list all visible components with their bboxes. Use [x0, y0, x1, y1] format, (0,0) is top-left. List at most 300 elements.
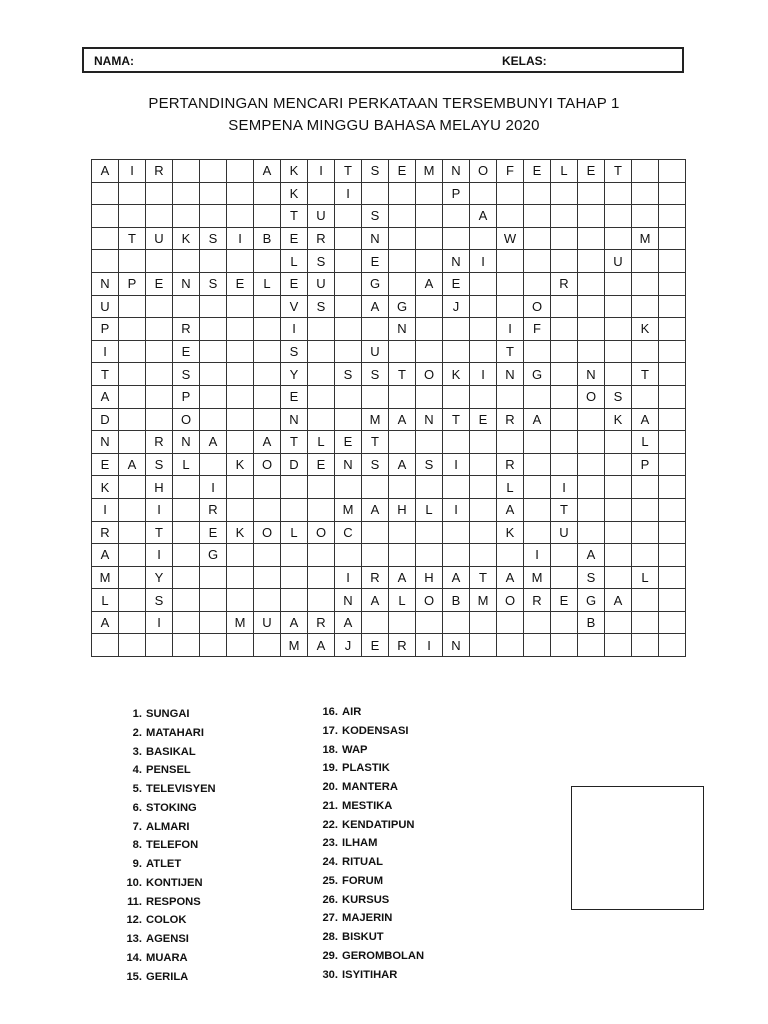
grid-cell[interactable] — [659, 273, 686, 296]
grid-cell[interactable]: K — [281, 160, 308, 183]
grid-cell[interactable] — [578, 431, 605, 454]
grid-cell[interactable]: U — [254, 612, 281, 635]
grid-cell[interactable]: I — [443, 454, 470, 477]
grid-cell[interactable] — [173, 205, 200, 228]
grid-cell[interactable]: L — [416, 499, 443, 522]
grid-cell[interactable]: T — [632, 363, 659, 386]
grid-cell[interactable] — [470, 341, 497, 364]
grid-cell[interactable] — [524, 228, 551, 251]
grid-cell[interactable]: P — [632, 454, 659, 477]
grid-cell[interactable] — [173, 296, 200, 319]
grid-cell[interactable] — [254, 363, 281, 386]
grid-cell[interactable]: B — [254, 228, 281, 251]
grid-cell[interactable] — [605, 318, 632, 341]
grid-cell[interactable]: A — [389, 409, 416, 432]
grid-cell[interactable]: A — [443, 567, 470, 590]
grid-cell[interactable]: I — [146, 612, 173, 635]
grid-cell[interactable]: A — [389, 567, 416, 590]
grid-cell[interactable]: S — [308, 250, 335, 273]
grid-cell[interactable] — [578, 296, 605, 319]
grid-cell[interactable] — [659, 341, 686, 364]
grid-cell[interactable] — [389, 544, 416, 567]
grid-cell[interactable]: E — [578, 160, 605, 183]
grid-cell[interactable] — [227, 341, 254, 364]
grid-cell[interactable]: E — [551, 589, 578, 612]
grid-cell[interactable] — [443, 205, 470, 228]
grid-cell[interactable]: R — [308, 612, 335, 635]
grid-cell[interactable]: T — [551, 499, 578, 522]
grid-cell[interactable] — [335, 228, 362, 251]
grid-cell[interactable] — [416, 250, 443, 273]
grid-cell[interactable]: Y — [146, 567, 173, 590]
grid-cell[interactable]: E — [227, 273, 254, 296]
grid-cell[interactable]: A — [578, 544, 605, 567]
grid-cell[interactable] — [578, 634, 605, 657]
grid-cell[interactable] — [659, 160, 686, 183]
grid-cell[interactable] — [389, 341, 416, 364]
grid-cell[interactable]: T — [119, 228, 146, 251]
grid-cell[interactable]: I — [92, 499, 119, 522]
grid-cell[interactable] — [308, 544, 335, 567]
grid-cell[interactable] — [470, 454, 497, 477]
grid-cell[interactable]: E — [281, 228, 308, 251]
grid-cell[interactable] — [308, 363, 335, 386]
grid-cell[interactable] — [173, 612, 200, 635]
grid-cell[interactable]: M — [416, 160, 443, 183]
grid-cell[interactable]: S — [362, 160, 389, 183]
grid-cell[interactable] — [632, 250, 659, 273]
grid-cell[interactable]: A — [335, 612, 362, 635]
grid-cell[interactable] — [416, 431, 443, 454]
grid-cell[interactable] — [497, 431, 524, 454]
grid-cell[interactable] — [443, 228, 470, 251]
grid-cell[interactable]: S — [578, 567, 605, 590]
grid-cell[interactable]: H — [389, 499, 416, 522]
grid-cell[interactable] — [443, 318, 470, 341]
grid-cell[interactable]: S — [173, 363, 200, 386]
grid-cell[interactable]: M — [227, 612, 254, 635]
grid-cell[interactable]: A — [119, 454, 146, 477]
grid-cell[interactable] — [146, 386, 173, 409]
grid-cell[interactable] — [227, 363, 254, 386]
grid-cell[interactable] — [200, 205, 227, 228]
grid-cell[interactable] — [308, 499, 335, 522]
grid-cell[interactable]: N — [173, 273, 200, 296]
grid-cell[interactable] — [659, 205, 686, 228]
grid-cell[interactable] — [470, 273, 497, 296]
grid-cell[interactable]: N — [335, 589, 362, 612]
grid-cell[interactable] — [308, 183, 335, 206]
grid-cell[interactable] — [254, 499, 281, 522]
grid-cell[interactable] — [551, 612, 578, 635]
grid-cell[interactable]: A — [92, 160, 119, 183]
grid-cell[interactable] — [632, 522, 659, 545]
grid-cell[interactable] — [146, 634, 173, 657]
grid-cell[interactable] — [443, 386, 470, 409]
grid-cell[interactable]: Y — [281, 363, 308, 386]
grid-cell[interactable] — [416, 612, 443, 635]
grid-cell[interactable]: A — [308, 634, 335, 657]
grid-cell[interactable]: L — [632, 431, 659, 454]
grid-cell[interactable] — [254, 205, 281, 228]
grid-cell[interactable]: N — [335, 454, 362, 477]
grid-cell[interactable] — [227, 160, 254, 183]
grid-cell[interactable]: A — [362, 589, 389, 612]
grid-cell[interactable]: K — [92, 476, 119, 499]
grid-cell[interactable] — [362, 386, 389, 409]
grid-cell[interactable] — [308, 409, 335, 432]
grid-cell[interactable]: T — [443, 409, 470, 432]
grid-cell[interactable] — [524, 431, 551, 454]
grid-cell[interactable] — [632, 341, 659, 364]
grid-cell[interactable] — [551, 318, 578, 341]
grid-cell[interactable] — [92, 634, 119, 657]
grid-cell[interactable] — [605, 612, 632, 635]
grid-cell[interactable]: E — [470, 409, 497, 432]
grid-cell[interactable] — [470, 544, 497, 567]
grid-cell[interactable] — [551, 296, 578, 319]
grid-cell[interactable] — [578, 318, 605, 341]
grid-cell[interactable] — [173, 183, 200, 206]
grid-cell[interactable] — [254, 634, 281, 657]
grid-cell[interactable]: N — [443, 250, 470, 273]
grid-cell[interactable] — [551, 409, 578, 432]
grid-cell[interactable] — [308, 567, 335, 590]
grid-cell[interactable]: I — [200, 476, 227, 499]
grid-cell[interactable]: T — [497, 341, 524, 364]
grid-cell[interactable]: R — [497, 409, 524, 432]
grid-cell[interactable]: U — [146, 228, 173, 251]
grid-cell[interactable]: B — [578, 612, 605, 635]
grid-cell[interactable]: A — [254, 160, 281, 183]
grid-cell[interactable] — [551, 205, 578, 228]
grid-cell[interactable] — [578, 273, 605, 296]
grid-cell[interactable] — [362, 318, 389, 341]
grid-cell[interactable]: T — [389, 363, 416, 386]
grid-cell[interactable]: S — [362, 205, 389, 228]
grid-cell[interactable] — [281, 544, 308, 567]
grid-cell[interactable]: R — [551, 273, 578, 296]
grid-cell[interactable]: U — [362, 341, 389, 364]
grid-cell[interactable] — [389, 250, 416, 273]
grid-cell[interactable]: E — [524, 160, 551, 183]
grid-cell[interactable] — [92, 250, 119, 273]
grid-cell[interactable] — [632, 634, 659, 657]
grid-cell[interactable] — [254, 341, 281, 364]
grid-cell[interactable] — [200, 567, 227, 590]
grid-cell[interactable]: O — [173, 409, 200, 432]
grid-cell[interactable] — [497, 205, 524, 228]
grid-cell[interactable]: J — [335, 634, 362, 657]
grid-cell[interactable] — [173, 250, 200, 273]
grid-cell[interactable] — [497, 296, 524, 319]
grid-cell[interactable]: K — [443, 363, 470, 386]
grid-cell[interactable]: I — [119, 160, 146, 183]
grid-cell[interactable]: W — [497, 228, 524, 251]
grid-cell[interactable] — [497, 273, 524, 296]
grid-cell[interactable] — [389, 273, 416, 296]
grid-cell[interactable] — [659, 363, 686, 386]
grid-cell[interactable]: E — [281, 386, 308, 409]
grid-cell[interactable]: U — [605, 250, 632, 273]
grid-cell[interactable] — [146, 183, 173, 206]
grid-cell[interactable]: I — [335, 183, 362, 206]
grid-cell[interactable] — [173, 476, 200, 499]
grid-cell[interactable] — [200, 634, 227, 657]
grid-cell[interactable]: P — [119, 273, 146, 296]
grid-cell[interactable]: L — [551, 160, 578, 183]
grid-cell[interactable] — [605, 544, 632, 567]
grid-cell[interactable]: E — [200, 522, 227, 545]
grid-cell[interactable] — [632, 205, 659, 228]
grid-cell[interactable] — [524, 499, 551, 522]
grid-cell[interactable] — [659, 634, 686, 657]
grid-cell[interactable] — [578, 250, 605, 273]
grid-cell[interactable] — [416, 318, 443, 341]
grid-cell[interactable]: R — [146, 160, 173, 183]
grid-cell[interactable] — [200, 363, 227, 386]
grid-cell[interactable]: I — [308, 160, 335, 183]
grid-cell[interactable]: T — [335, 160, 362, 183]
grid-cell[interactable]: K — [605, 409, 632, 432]
grid-cell[interactable] — [416, 183, 443, 206]
grid-cell[interactable] — [254, 386, 281, 409]
grid-cell[interactable]: R — [308, 228, 335, 251]
grid-cell[interactable]: R — [362, 567, 389, 590]
grid-cell[interactable]: S — [362, 363, 389, 386]
grid-cell[interactable] — [551, 341, 578, 364]
grid-cell[interactable] — [200, 318, 227, 341]
grid-cell[interactable]: A — [92, 544, 119, 567]
grid-cell[interactable] — [227, 544, 254, 567]
grid-cell[interactable]: T — [92, 363, 119, 386]
grid-cell[interactable] — [605, 499, 632, 522]
grid-cell[interactable] — [578, 522, 605, 545]
grid-cell[interactable]: A — [524, 409, 551, 432]
grid-cell[interactable] — [119, 409, 146, 432]
grid-cell[interactable] — [254, 183, 281, 206]
grid-cell[interactable]: I — [416, 634, 443, 657]
grid-cell[interactable]: R — [524, 589, 551, 612]
grid-cell[interactable] — [308, 476, 335, 499]
grid-cell[interactable]: A — [281, 612, 308, 635]
grid-cell[interactable]: L — [389, 589, 416, 612]
grid-cell[interactable]: I — [497, 318, 524, 341]
grid-cell[interactable] — [119, 612, 146, 635]
grid-cell[interactable] — [470, 228, 497, 251]
grid-cell[interactable] — [227, 250, 254, 273]
grid-cell[interactable] — [578, 476, 605, 499]
grid-cell[interactable] — [578, 409, 605, 432]
grid-cell[interactable] — [551, 454, 578, 477]
grid-cell[interactable] — [146, 363, 173, 386]
grid-cell[interactable]: F — [524, 318, 551, 341]
grid-cell[interactable]: F — [497, 160, 524, 183]
grid-cell[interactable]: S — [308, 296, 335, 319]
grid-cell[interactable] — [227, 499, 254, 522]
grid-cell[interactable] — [551, 431, 578, 454]
grid-cell[interactable]: A — [416, 273, 443, 296]
grid-cell[interactable] — [119, 589, 146, 612]
grid-cell[interactable] — [605, 454, 632, 477]
grid-cell[interactable] — [173, 499, 200, 522]
grid-cell[interactable]: N — [443, 634, 470, 657]
grid-cell[interactable] — [389, 612, 416, 635]
grid-cell[interactable] — [173, 634, 200, 657]
grid-cell[interactable] — [551, 386, 578, 409]
grid-cell[interactable] — [281, 567, 308, 590]
grid-cell[interactable]: E — [281, 273, 308, 296]
grid-cell[interactable]: A — [200, 431, 227, 454]
grid-cell[interactable] — [470, 499, 497, 522]
grid-cell[interactable]: C — [335, 522, 362, 545]
grid-cell[interactable] — [335, 409, 362, 432]
grid-cell[interactable] — [362, 476, 389, 499]
grid-cell[interactable]: O — [416, 589, 443, 612]
grid-cell[interactable] — [335, 386, 362, 409]
grid-cell[interactable] — [146, 250, 173, 273]
grid-cell[interactable]: N — [92, 273, 119, 296]
grid-cell[interactable]: I — [281, 318, 308, 341]
grid-cell[interactable]: N — [443, 160, 470, 183]
grid-cell[interactable] — [389, 228, 416, 251]
grid-cell[interactable] — [335, 296, 362, 319]
grid-cell[interactable]: T — [605, 160, 632, 183]
grid-cell[interactable]: A — [605, 589, 632, 612]
grid-cell[interactable] — [659, 228, 686, 251]
grid-cell[interactable] — [551, 228, 578, 251]
grid-cell[interactable]: L — [254, 273, 281, 296]
grid-cell[interactable]: M — [632, 228, 659, 251]
grid-cell[interactable]: U — [308, 273, 335, 296]
grid-cell[interactable] — [605, 431, 632, 454]
grid-cell[interactable]: O — [308, 522, 335, 545]
grid-cell[interactable]: N — [416, 409, 443, 432]
grid-cell[interactable] — [254, 567, 281, 590]
grid-cell[interactable] — [605, 634, 632, 657]
grid-cell[interactable] — [632, 386, 659, 409]
grid-cell[interactable]: I — [335, 567, 362, 590]
grid-cell[interactable] — [254, 544, 281, 567]
grid-cell[interactable] — [227, 476, 254, 499]
grid-cell[interactable] — [227, 567, 254, 590]
grid-cell[interactable] — [119, 522, 146, 545]
grid-cell[interactable]: A — [254, 431, 281, 454]
grid-cell[interactable]: A — [92, 386, 119, 409]
grid-cell[interactable]: M — [524, 567, 551, 590]
grid-cell[interactable] — [632, 544, 659, 567]
grid-cell[interactable] — [281, 499, 308, 522]
grid-cell[interactable]: E — [443, 273, 470, 296]
grid-cell[interactable]: O — [497, 589, 524, 612]
grid-cell[interactable] — [659, 318, 686, 341]
grid-cell[interactable] — [119, 634, 146, 657]
grid-cell[interactable]: R — [146, 431, 173, 454]
grid-cell[interactable]: I — [470, 363, 497, 386]
grid-cell[interactable] — [389, 476, 416, 499]
grid-cell[interactable] — [443, 341, 470, 364]
grid-cell[interactable]: G — [200, 544, 227, 567]
grid-cell[interactable] — [524, 386, 551, 409]
grid-cell[interactable]: O — [470, 160, 497, 183]
grid-cell[interactable] — [119, 476, 146, 499]
grid-cell[interactable]: S — [335, 363, 362, 386]
grid-cell[interactable] — [119, 431, 146, 454]
grid-cell[interactable] — [524, 183, 551, 206]
grid-cell[interactable] — [578, 341, 605, 364]
grid-cell[interactable]: U — [551, 522, 578, 545]
grid-cell[interactable]: E — [362, 250, 389, 273]
grid-cell[interactable]: N — [92, 431, 119, 454]
grid-cell[interactable] — [578, 499, 605, 522]
grid-cell[interactable]: B — [443, 589, 470, 612]
grid-cell[interactable]: M — [281, 634, 308, 657]
grid-cell[interactable] — [254, 476, 281, 499]
grid-cell[interactable]: S — [416, 454, 443, 477]
grid-cell[interactable] — [119, 386, 146, 409]
grid-cell[interactable] — [146, 205, 173, 228]
grid-cell[interactable]: M — [470, 589, 497, 612]
grid-cell[interactable] — [470, 318, 497, 341]
grid-cell[interactable]: L — [281, 250, 308, 273]
grid-cell[interactable]: H — [146, 476, 173, 499]
grid-cell[interactable] — [254, 318, 281, 341]
grid-cell[interactable]: J — [443, 296, 470, 319]
grid-cell[interactable] — [443, 431, 470, 454]
grid-cell[interactable]: L — [173, 454, 200, 477]
grid-cell[interactable] — [524, 634, 551, 657]
grid-cell[interactable] — [200, 296, 227, 319]
grid-cell[interactable]: G — [389, 296, 416, 319]
grid-cell[interactable] — [578, 183, 605, 206]
grid-cell[interactable] — [443, 612, 470, 635]
grid-cell[interactable] — [335, 476, 362, 499]
grid-cell[interactable] — [227, 386, 254, 409]
grid-cell[interactable] — [524, 476, 551, 499]
grid-cell[interactable] — [524, 454, 551, 477]
grid-cell[interactable]: A — [632, 409, 659, 432]
grid-cell[interactable]: I — [470, 250, 497, 273]
grid-cell[interactable] — [578, 454, 605, 477]
grid-cell[interactable] — [578, 228, 605, 251]
grid-cell[interactable] — [470, 431, 497, 454]
grid-cell[interactable]: S — [605, 386, 632, 409]
grid-cell[interactable]: A — [497, 567, 524, 590]
grid-cell[interactable]: D — [92, 409, 119, 432]
grid-cell[interactable]: O — [416, 363, 443, 386]
grid-cell[interactable] — [119, 205, 146, 228]
grid-cell[interactable]: O — [524, 296, 551, 319]
grid-cell[interactable] — [659, 250, 686, 273]
grid-cell[interactable] — [605, 522, 632, 545]
grid-cell[interactable]: E — [146, 273, 173, 296]
grid-cell[interactable] — [551, 634, 578, 657]
grid-cell[interactable]: S — [281, 341, 308, 364]
grid-cell[interactable]: I — [551, 476, 578, 499]
grid-cell[interactable]: O — [254, 522, 281, 545]
grid-cell[interactable] — [632, 160, 659, 183]
grid-cell[interactable] — [470, 183, 497, 206]
grid-cell[interactable] — [416, 386, 443, 409]
grid-cell[interactable] — [227, 183, 254, 206]
grid-cell[interactable]: H — [416, 567, 443, 590]
grid-cell[interactable] — [362, 612, 389, 635]
grid-cell[interactable] — [227, 634, 254, 657]
grid-cell[interactable] — [470, 612, 497, 635]
grid-cell[interactable] — [119, 296, 146, 319]
grid-cell[interactable] — [335, 250, 362, 273]
grid-cell[interactable] — [416, 205, 443, 228]
